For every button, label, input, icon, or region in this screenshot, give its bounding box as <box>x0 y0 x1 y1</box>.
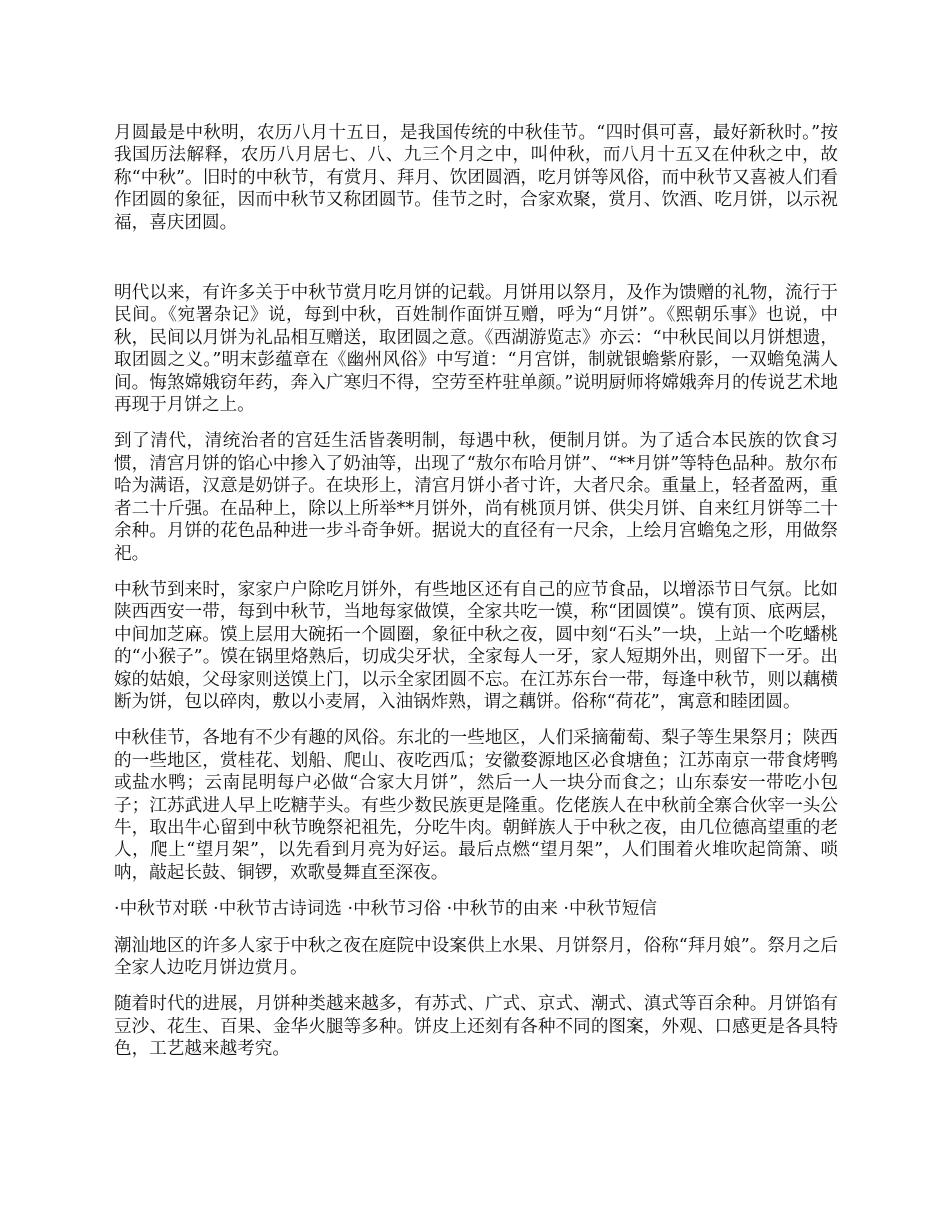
link-messages[interactable]: ·中秋节短信 <box>563 899 657 920</box>
paragraph-intro: 月圆最是中秋明，农历八月十五日，是我国传统的中秋佳节。“四时俱可喜，最好新秋时。”按我国历法解释，农历八月居七、八、九三个月之中，叫仲秋，而八月十五又在仲秋之中，故称“中秋”。旧时的中秋节，有赏月、拜月、饮团圆酒，吃月饼等风俗，而中秋节又喜被人们看作团圆的象征，因而中秋节又称团圆节。佳节之时，合家欢聚，赏月、饮酒、吃月饼，以示祝福，喜庆团圆。 <box>114 123 838 233</box>
paragraph-regional-foods: 中秋节到来时，家家户户除吃月饼外，有些地区还有自己的应节食品，以增添节日气氛。比如陕西西安一带，每到中秋节，当地每家做馍，全家共吃一馍，称“团圆馍”。馍有顶、底两层，中间加芝麻。馍上层用大碗拓一个圆圈，象征中秋之夜，圆中刻“石头”一块，上站一个吃蟠桃的“小猴子”。馍在锅里烙熟后，切成尖牙状，全家每人一牙，家人短期外出，则留下一牙。出嫁的姑娘，父母家则送馍上门，以示全家团圆不忘。在江苏东台一带，每逢中秋节，则以藕横断为饼，包以碎肉，敷以小麦屑，入油锅炸熟，谓之藕饼。俗称“荷花”，寓意和睦团圆。 <box>114 579 838 712</box>
paragraph-ming-dynasty: 明代以来，有许多关于中秋节赏月吃月饼的记载。月饼用以祭月，及作为馈赠的礼物，流行于民间。《宛署杂记》说，每到中秋，百姓制作面饼互赠，呼为“月饼”。《熙朝乐事》也说，中秋，民间以月饼为礼品相互赠送，取团圆之意。《西湖游览志》亦云：“中秋民间以月饼想遗，取团圆之义。”明末彭蕴章在《幽州风俗》中写道：“月宫饼，制就银蟾紫府影，一双蟾兔满人间。悔煞嫦娥窃年药，奔入广寒归不得，空劳至杵驻单颜。”说明厨师将嫦娥奔月的传说艺术地再现于月饼之上。 <box>114 283 838 416</box>
link-poems[interactable]: ·中秋节古诗词选 <box>213 899 342 920</box>
paragraph-mooncake-varieties: 随着时代的进展，月饼种类越来越多，有苏式、广式、京式、潮式、滇式等百余种。月饼馅有豆沙、花生、百果、金华火腿等多种。饼皮上还刻有各种不同的图案，外观、口感更是各具特色，工艺越来越考究。 <box>114 994 838 1060</box>
paragraph-chaoshan: 潮汕地区的许多人家于中秋之夜在庭院中设案供上水果、月饼祭月，俗称“拜月娘”。祭月之后全家人边吃月饼边赏月。 <box>114 935 838 978</box>
paragraph-qing-dynasty: 到了清代，清统治者的宫廷生活皆袭明制，每遇中秋，便制月饼。为了适合本民族的饮食习惯，清宫月饼的馅心中掺入了奶油等，出现了“敖尔布哈月饼”、“**月饼”等特色品种。敖尔布哈为满语，汉意是奶饼子。在块形上，清宫月饼小者寸许，大者尺余。重量上，轻者盈两，重者二十斤强。在品种上，除以上所举**月饼外，尚有桃顶月饼、供尖月饼、自来红月饼等二十余种。月饼的花色品种进一步斗奇争妍。据说大的直径有一尺余，上绘月宫蟾兔之形，用做祭祀。 <box>114 431 838 564</box>
link-customs[interactable]: ·中秋节习俗 <box>347 899 442 920</box>
link-couplets[interactable]: ·中秋节对联 <box>114 899 208 920</box>
paragraph-regional-customs: 中秋佳节，各地有不少有趣的风俗。东北的一些地区，人们采摘葡萄、梨子等生果祭月；陕西的一些地区，赏桂花、划船、爬山、夜吃西瓜；安徽婺源地区必食塘鱼；江苏南京一带食烤鸭或盐水鸭；云南昆明每户必做“合家大月饼”，然后一人一块分而食之；山东泰安一带吃小包子；江苏武进人早上吃糖芋头。有些少数民族更是隆重。仡佬族人在中秋前全寨合伙宰一头公牛，取出牛心留到中秋节晚祭祀祖先，分吃牛肉。朝鲜族人于中秋之夜，由几位德高望重的老人，爬上“望月架”，以先看到月亮为好运。最后点燃“望月架”，人们围着火堆吹起筒箫、唢呐，敲起长鼓、铜锣，欢歌曼舞直至深夜。 <box>114 728 838 883</box>
related-links <box>114 898 838 920</box>
link-origin[interactable]: ·中秋节的由来 <box>446 899 558 920</box>
document-body <box>114 122 838 1075</box>
